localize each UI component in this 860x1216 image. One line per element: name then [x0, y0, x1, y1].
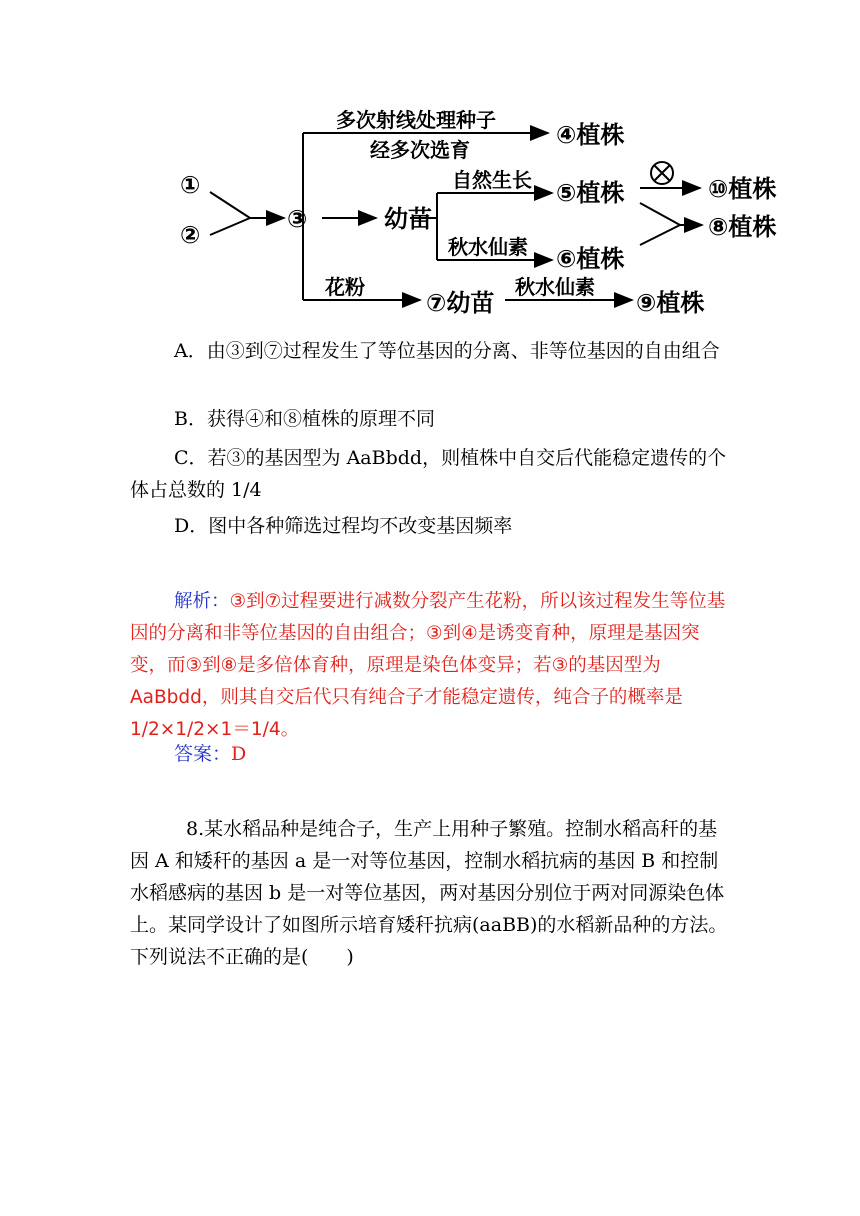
plant-4: ④植株	[556, 121, 625, 149]
node-3: ③	[287, 205, 308, 233]
option-a: A．由③到⑦过程发生了等位基因的分离、非等位基因的自由组合	[174, 340, 720, 362]
selfing-icon	[651, 162, 673, 184]
option-d: D．图中各种筛选过程均不改变基因频率	[174, 515, 513, 537]
analysis-text: ③到⑦过程要进行减数分裂产生花粉，所以该过程发生等位基因的分离和非等位基因的自由组合；③到④是诱变育种，原理是基因突变，而③到⑧是多倍体育种，原理是染色体变异；若③的基因型为 AaBbdd，则其自交后代只有纯合子才能稳定遗传，纯合子的概率是 1/2×1/2×1＝1/4。	[130, 591, 726, 740]
label-radiation-bottom: 经多次选育	[370, 138, 470, 162]
label-pollen: 花粉	[325, 275, 365, 299]
plant-5: ⑤植株	[556, 179, 625, 207]
label-radiation-top: 多次射线处理种子	[336, 108, 496, 132]
plant-9: ⑨植株	[636, 289, 705, 317]
node-1: ①	[180, 171, 201, 199]
seedling: 幼苗	[384, 205, 432, 233]
answer-label: 答案：	[174, 743, 232, 765]
answer-value: D	[231, 743, 247, 765]
question-8: 8.某水稻品种是纯合子，生产上用种子繁殖。控制水稻高秆的基因 A 和矮秆的基因 a 是一对等位基因，控制水稻抗病的基因 B 和控制水稻感病的基因 b 是一对等位基因，两对基因分别位于两对同源染色体上。某同学设计了如图所示培育矮秆抗病(aaBB)的水稻新品种的方法。下列说法不正确的是( )	[130, 818, 728, 968]
label-natural-growth: 自然生长	[452, 168, 532, 192]
analysis-label: 解析：	[174, 591, 230, 612]
option-c: C．若③的基因型为 AaBbdd，则植株中自交后代能稳定遗传的个体占总数的 1/4	[130, 447, 727, 501]
label-colchicine-2: 秋水仙素	[515, 275, 595, 299]
plant-6: ⑥植株	[556, 245, 625, 273]
answer	[130, 738, 730, 770]
node-2: ②	[180, 221, 201, 249]
plant-8: ⑧植株	[708, 213, 777, 241]
option-b: B．获得④和⑧植株的原理不同	[174, 408, 435, 430]
analysis	[130, 586, 730, 746]
seedling-7: ⑦幼苗	[426, 289, 495, 317]
label-colchicine-1: 秋水仙素	[448, 235, 528, 259]
breeding-diagram	[0, 95, 860, 330]
plant-10: ⑩植株	[708, 175, 777, 203]
